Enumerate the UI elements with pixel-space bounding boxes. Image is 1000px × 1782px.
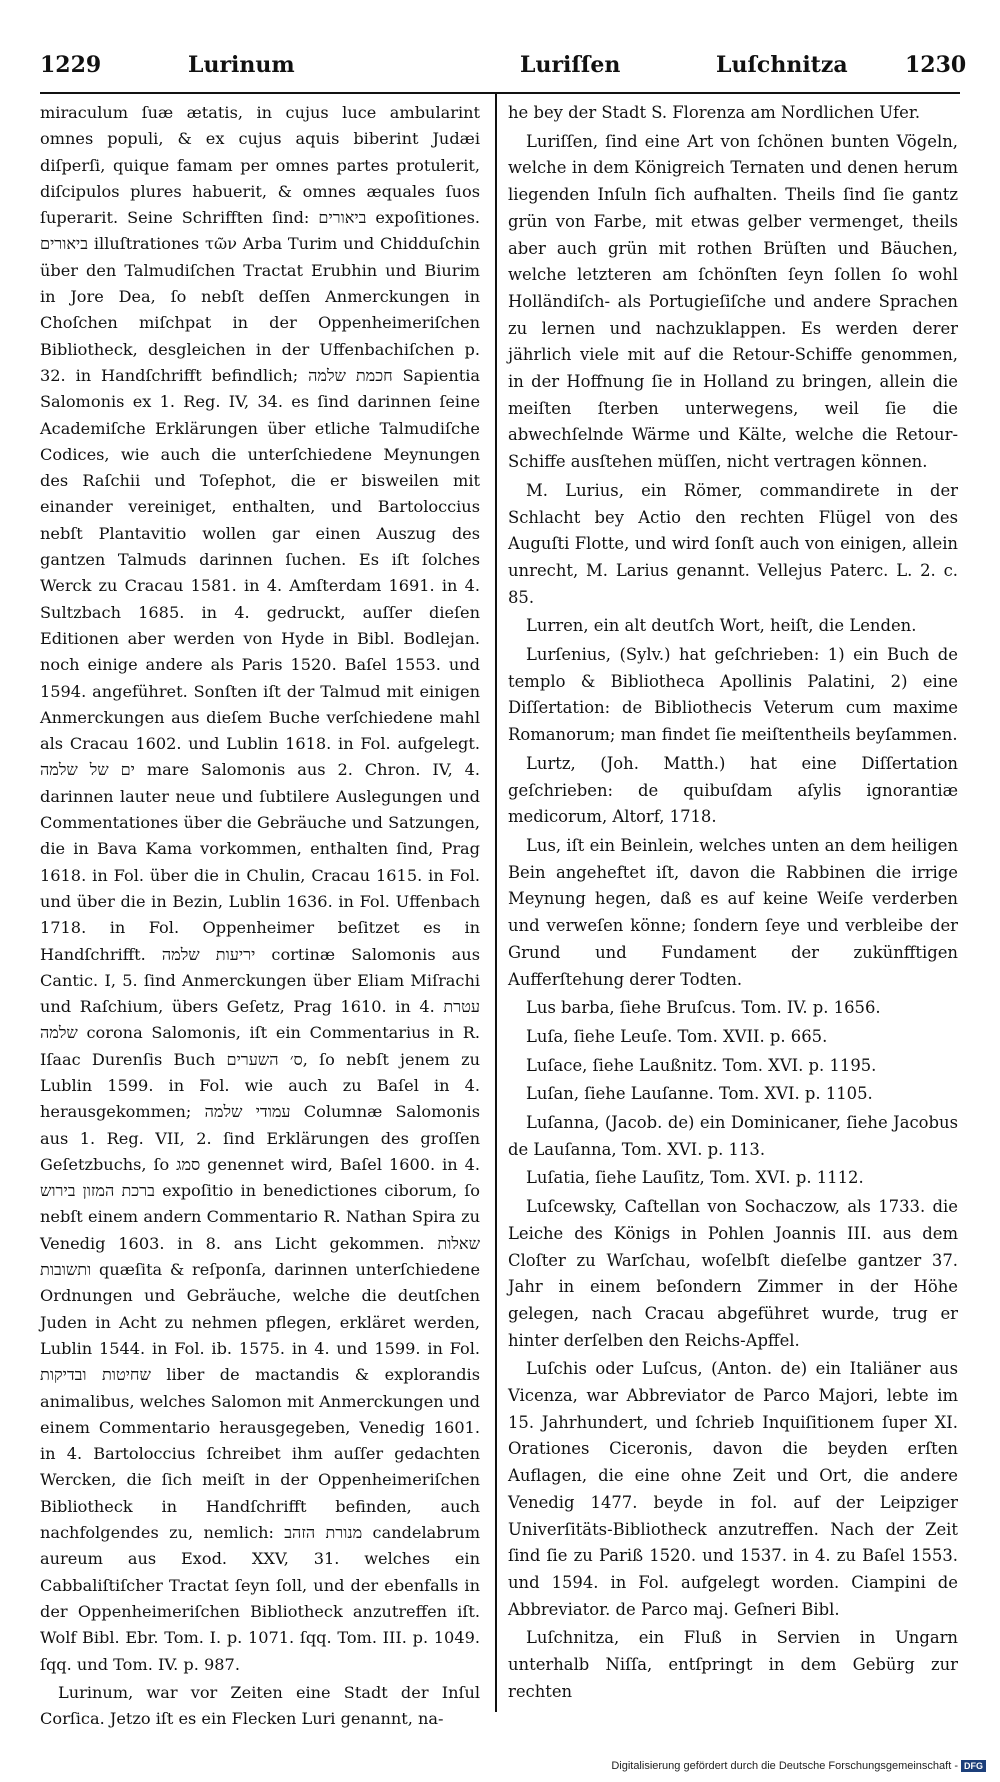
column-divider — [495, 92, 497, 1712]
entry-lusanna: Luſanna, (Jacob. de) ein Dominicaner, ſiehe Jacobus de Lauſanna, Tom. XVI. p. 113. — [508, 1113, 958, 1159]
right-headword-first: Luriſſen — [520, 52, 621, 78]
left-entry-lurinum: Lurinum, war vor Zeiten eine Stadt der Inſul Corſica. Jetzo iſt es ein Flecken Luri genannt, na- — [40, 1682, 480, 1729]
digitization-credit — [611, 1760, 986, 1772]
left-page-number: 1229 — [40, 52, 102, 78]
entry-lurtz: Lurtz, (Joh. Matth.) hat eine Diſſertation geſchrieben: de quibuſdam aſylis ignorantiæ medicorum, Altorf, 1718. — [508, 753, 958, 827]
right-column — [508, 100, 958, 1707]
dfg-logo: DFG — [961, 1760, 986, 1772]
entry-lusan: Luſan, ſiehe Lauſanne. Tom. XVI. p. 1105. — [526, 1084, 873, 1104]
entry-lusa: Luſa, ſiehe Leuſe. Tom. XVII. p. 665. — [526, 1026, 828, 1046]
entry-lus-barba: Lus barba, ſiehe Bruſcus. Tom. IV. p. 1656. — [526, 998, 881, 1018]
entry-lusace: Luſace, ſiehe Laußnitz. Tom. XVI. p. 1195. — [526, 1055, 877, 1075]
header-rule — [40, 92, 960, 94]
entry-luschis: Luſchis oder Luſcus, (Anton. de) ein Italiäner aus Vicenza, war Abbreviator de Parco Majori, lebte im 15. Jahrhundert, und ſchrieb Inquiſitionem ſuper XI. Orationes Ciceronis, davon die beyden erſten Auflagen, die eine ohne Zeit und Ort, die andere Venedig 1477. beyde in fol. auf der Leipziger Univerſitäts-Bibliotheck anzutreffen. Nach der Zeit ſind ſie zu Pariß 1520. und 1537. in 4. zu Baſel 1553. und 1594. in Fol. aufgelegt worden. Ciampini de Abbreviator. de Parco maj. Geſneri Bibl. — [508, 1359, 958, 1619]
left-entry-continued: miraculum ſuæ ætatis, in cujus luce ambularint omnes populi, & ex cujus aquis biberint Judæi diſperſi, quique famam per omnes partes protulerit, diſcipulos plures habuerit, & omnes æquales ſuos ſuperarit. Seine Schrifften ſind: ביאורים expoſitiones. ביאורים illuſtrationes τῶν Arba Turim und Chidduſchin über den Talmudiſchen Tractat Erubhin und Biurim in Jore Dea, ſo nebſt deſſen Anmerckungen in Choſchen miſchpat in der Oppenheimeriſchen Bibliotheck, desgleichen in der Uffenbachiſchen p. 32. in Handſchrifft befindlich; חכמת שלמה Sapientia Salomonis ex 1. Reg. IV, 34. es ſind darinnen ſeine Academiſche Erklärungen über etliche Talmudiſche Codices, wie auch die unterſchiedene Meynungen des Raſchii und Toſephot, die er bisweilen mit einander vereiniget, enthalten, und Bartoloccius nebſt Plantavitio wollen gar einen Auszug des gantzen Talmuds darinnen ſuchen. Es iſt ſolches Werck zu Cracau 1581. in 4. Amſterdam 1691. in 4. Sultzbach 1685. in 4. gedruckt, auſſer dieſen Editionen aber werden von Hyde in Bibl. Bodlejan. noch einige andere als Paris 1520. Baſel 1553. und 1594. angeführet. Sonſten iſt der Talmud mit einigen Anmerckungen aus dieſem Buche verſchiedene mahl als Cracau 1602. und Lublin 1618. in Fol. aufgelegt. ים של שלמה mare Salomonis aus 2. Chron. IV, 4. darinnen lauter neue und ſubtilere Auslegungen und Commentationes über die Gebräuche und Satzungen, die in Bava Kama vorkommen, enthalten ſind, Prag 1618. in Fol. über die in Chulin, Cracau 1615. in Fol. und über die in Bezin, Lublin 1636. in Fol. Uffenbach 1718. in Fol. Oppenheimer beſitzet es in Handſchrifft. יריעות שלמה cortinæ Salomonis aus Cantic. I, 5. ſind Anmerckungen über Eliam Miſrachi und Raſchium, übers Geſetz, Prag 1610. in 4. עטרת שלמה corona Salomonis, iſt ein Commentarius in R. Iſaac Durenſis Buch ס׳ השערים, ſo nebſt jenem zu Lublin 1599. in Fol. wie auch zu Baſel in 4. herausgekommen; עמודי שלמה Columnæ Salomonis aus 1. Reg. VII, 2. ſind Erklärungen des groſſen Geſetzbuchs, ſo סמג genennet wird, Baſel 1600. in 4. ברכת המזון בירוש expoſitio in benedictiones ciborum, ſo nebſt einem andern Commentario R. Nathan Spira zu Venedig 1603. in 8. ans Licht gekommen. שאלות ותשובות quæſita & reſponſa, darinnen unterſchiedene Ordnungen und Gebräuche, welche die deutſchen Juden in Acht zu nehmen pflegen, erkläret werden, Lublin 1544. in Fol. ib. 1575. in 4. und 1599. in Fol. שחיטות ובדיקות liber de mactandis & explorandis animalibus, welches Salomon mit Anmerckungen und einem Commentario herausgegeben, Venedig 1601. in 4. Bartoloccius ſchreibet ihm auſſer gedachten Wercken, die ſich meiſt in der Oppenheimeriſchen Bibliotheck in Handſchrifft befinden, auch nachfolgendes zu, nemlich: מנורת הזהב candelabrum aureum aus Exod. XXV, 31. welches ein Cabbaliſtiſcher Tractat ſeyn ſoll, und der ebenfalls in der Oppenheimeriſchen Bibliotheck anzutreffen iſt. Wolf Bibl. Ebr. Tom. I. p. 1071. ſqq. Tom. III. p. 1049. ſqq. und Tom. IV. p. 987. — [40, 103, 481, 1674]
entry-lursenius: Lurſenius, (Sylv.) hat geſchrieben: 1) ein Buch de templo & Bibliotheca Apollinis Palatini, 2) eine Diſſertation: de Bibliothecis Veterum cum maxime Romanorum; man findet ſie meiſtentheils beyſammen. — [508, 645, 958, 745]
entry-luscewsky: Luſcewsky, Caſtellan von Sochaczow, als 1733. die Leiche des Königs in Pohlen Joannis III. aus dem Cloſter zu Warſchau, woſelbſt dieſelbe gantzer 37. Jahr in einem beſondern Zimmer in der Höhe gelegen, nach Cracau abgeführet wurde, trug er hinter derſelben den Reichs-Apffel. — [508, 1197, 958, 1350]
left-column — [40, 100, 480, 1734]
entry-lurren: Lurren, ein alt deutſch Wort, heiſt, die Lenden. — [526, 616, 917, 636]
page-header — [0, 52, 1000, 88]
entry-lurius: M. Lurius, ein Römer, commandirete in der Schlacht bey Actio den rechten Flügel von des Auguſti Flotte, und wird ſonſt auch von einigen, allein unrecht, M. Larius genannt. Vellejus Paterc. L. 2. c. 85. — [508, 480, 958, 607]
left-headword: Lurinum — [188, 52, 295, 78]
entry-luschnitza: Luſchnitza, ein Fluß in Servien in Ungarn unterhalb Niſſa, entſpringt in dem Gebürg zur rechten — [508, 1628, 958, 1701]
right-entry-continued: he bey der Stadt S. Florenza am Nordlichen Ufer. — [508, 103, 921, 122]
entry-luriss: Luriſſen, ſind eine Art von ſchönen bunten Vögeln, welche in dem Königreich Ternaten und denen herum liegenden Inſuln ſich aufhalten. Theils ſind ſie gantz grün von Farbe, mit etwas gelber vermenget, theils aber auch grün mit rothen Brüſten und Bäuchen, welche letzteren am ſchönſten ſeyn ſollen ſo wohl Holländiſch- als Portugieſiſche und andere Sprachen zu lernen und nachzuklappen. Es werden derer jährlich viele mit auf die Retour-Schiffe genommen, in der Hoffnung ſie in Holland zu bringen, allein die meiſten ſterben unterwegens, weil ſie die abwechſelnde Wärme und Kälte, welche die Retour-Schiffe ausſtehen müſſen, nicht vertragen können. — [508, 131, 958, 472]
right-headword-last: Luſchnitza — [716, 52, 848, 78]
credit-text: Digitalisierung gefördert durch die Deutsche Forschungsgemeinschaft - — [611, 1760, 958, 1772]
right-page-number: 1230 — [905, 52, 967, 78]
entry-lusatia: Luſatia, ſiehe Lauſitz, Tom. XVI. p. 1112. — [526, 1168, 864, 1188]
entry-lus: Lus, iſt ein Beinlein, welches unten an dem heiligen Bein angeheftet iſt, davon die Rabbinen die irrige Meynung hegen, daß es auf keine Weiſe verderben und verweſen könne; ſondern ſeye und verbleibe der Grund und Fundament der zukünfftigen Aufferſtehung derer Todten. — [508, 835, 958, 989]
